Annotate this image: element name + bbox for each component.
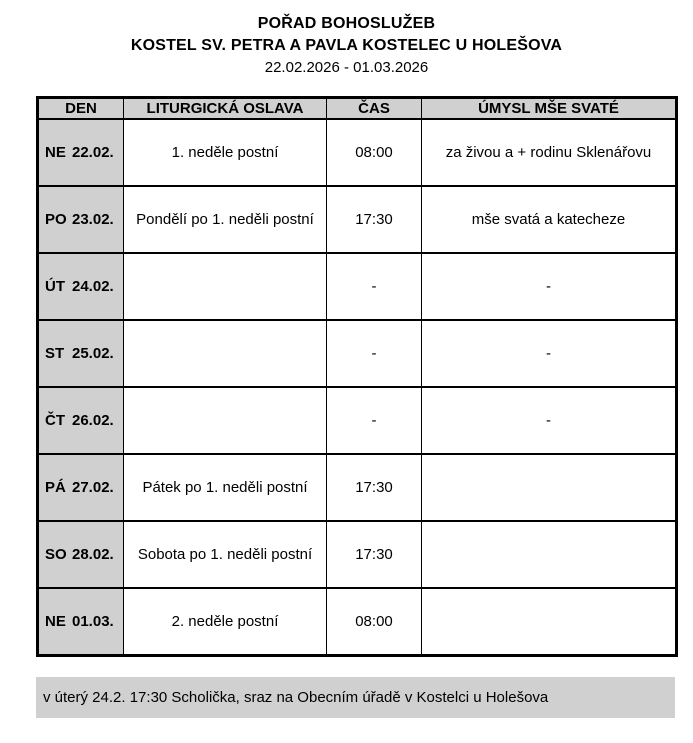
footer-note: v úterý 24.2. 17:30 Scholička, sraz na Obecním úřadě v Kostelci u Holešova bbox=[43, 689, 549, 706]
time-cell: 08:00 bbox=[327, 588, 422, 655]
day-date: 24.02. bbox=[72, 278, 114, 295]
time-cell: - bbox=[327, 387, 422, 454]
day-abbreviation: NE bbox=[45, 144, 66, 161]
footer-note-bar bbox=[36, 677, 675, 718]
time-cell: 17:30 bbox=[327, 521, 422, 588]
table-row bbox=[38, 521, 677, 588]
intention-cell bbox=[422, 454, 677, 521]
intention-cell: za živou a + rodinu Sklenářovu bbox=[422, 119, 677, 186]
table-row bbox=[38, 186, 677, 253]
day-date: 01.03. bbox=[72, 612, 114, 630]
day-cell bbox=[38, 588, 124, 655]
column-header-time: ČAS bbox=[327, 98, 422, 120]
table-row bbox=[38, 320, 677, 387]
day-date: 23.02. bbox=[72, 211, 114, 228]
intention-cell: - bbox=[422, 320, 677, 387]
time-cell: 08:00 bbox=[327, 119, 422, 186]
day-cell bbox=[38, 119, 124, 186]
table-row bbox=[38, 588, 677, 655]
celebration-cell: Pátek po 1. neděli postní bbox=[124, 454, 327, 521]
day-cell bbox=[38, 253, 124, 320]
time-cell: - bbox=[327, 253, 422, 320]
day-cell bbox=[38, 186, 124, 253]
day-abbreviation: SO bbox=[45, 546, 67, 563]
document-header bbox=[0, 13, 693, 79]
time-cell: - bbox=[327, 320, 422, 387]
column-header-intention: ÚMYSL MŠE SVATÉ bbox=[422, 98, 677, 120]
day-date: 28.02. bbox=[72, 546, 114, 563]
column-header-celebration: LITURGICKÁ OSLAVA bbox=[124, 98, 327, 120]
intention-cell: mše svatá a katecheze bbox=[422, 186, 677, 253]
celebration-cell: Sobota po 1. neděli postní bbox=[124, 521, 327, 588]
day-abbreviation: ČT bbox=[45, 412, 65, 429]
celebration-cell bbox=[124, 320, 327, 387]
intention-cell bbox=[422, 588, 677, 655]
day-cell bbox=[38, 387, 124, 454]
day-date: 22.02. bbox=[72, 144, 114, 161]
table-row bbox=[38, 253, 677, 320]
celebration-cell: Pondělí po 1. neděli postní bbox=[124, 186, 327, 253]
celebration-cell bbox=[124, 387, 327, 454]
table-row bbox=[38, 387, 677, 454]
day-abbreviation: PÁ bbox=[45, 479, 66, 496]
day-cell bbox=[38, 320, 124, 387]
celebration-cell: 2. neděle postní bbox=[124, 588, 327, 655]
intention-cell: - bbox=[422, 253, 677, 320]
schedule-table bbox=[36, 96, 678, 657]
time-cell: 17:30 bbox=[327, 454, 422, 521]
table-row bbox=[38, 454, 677, 521]
table-header-row bbox=[38, 98, 677, 120]
day-abbreviation: ST bbox=[45, 345, 65, 362]
celebration-cell bbox=[124, 253, 327, 320]
church-name: KOSTEL SV. PETRA A PAVLA KOSTELEC U HOLEŠOVA bbox=[130, 37, 563, 54]
date-range: 22.02.2026 - 01.03.2026 bbox=[264, 59, 429, 76]
page-title: POŘAD BOHOSLUŽEB bbox=[257, 15, 436, 32]
time-cell: 17:30 bbox=[327, 186, 422, 253]
celebration-cell: 1. neděle postní bbox=[124, 119, 327, 186]
day-cell bbox=[38, 454, 124, 521]
intention-cell: - bbox=[422, 387, 677, 454]
day-date: 27.02. bbox=[72, 479, 114, 496]
day-date: 26.02. bbox=[72, 412, 114, 429]
day-abbreviation: ÚT bbox=[45, 278, 65, 295]
day-abbreviation: NE bbox=[45, 612, 66, 630]
table-row bbox=[38, 119, 677, 186]
day-date: 25.02. bbox=[72, 345, 114, 362]
day-abbreviation: PO bbox=[45, 211, 67, 228]
day-cell bbox=[38, 521, 124, 588]
intention-cell bbox=[422, 521, 677, 588]
column-header-day: DEN bbox=[38, 98, 124, 120]
